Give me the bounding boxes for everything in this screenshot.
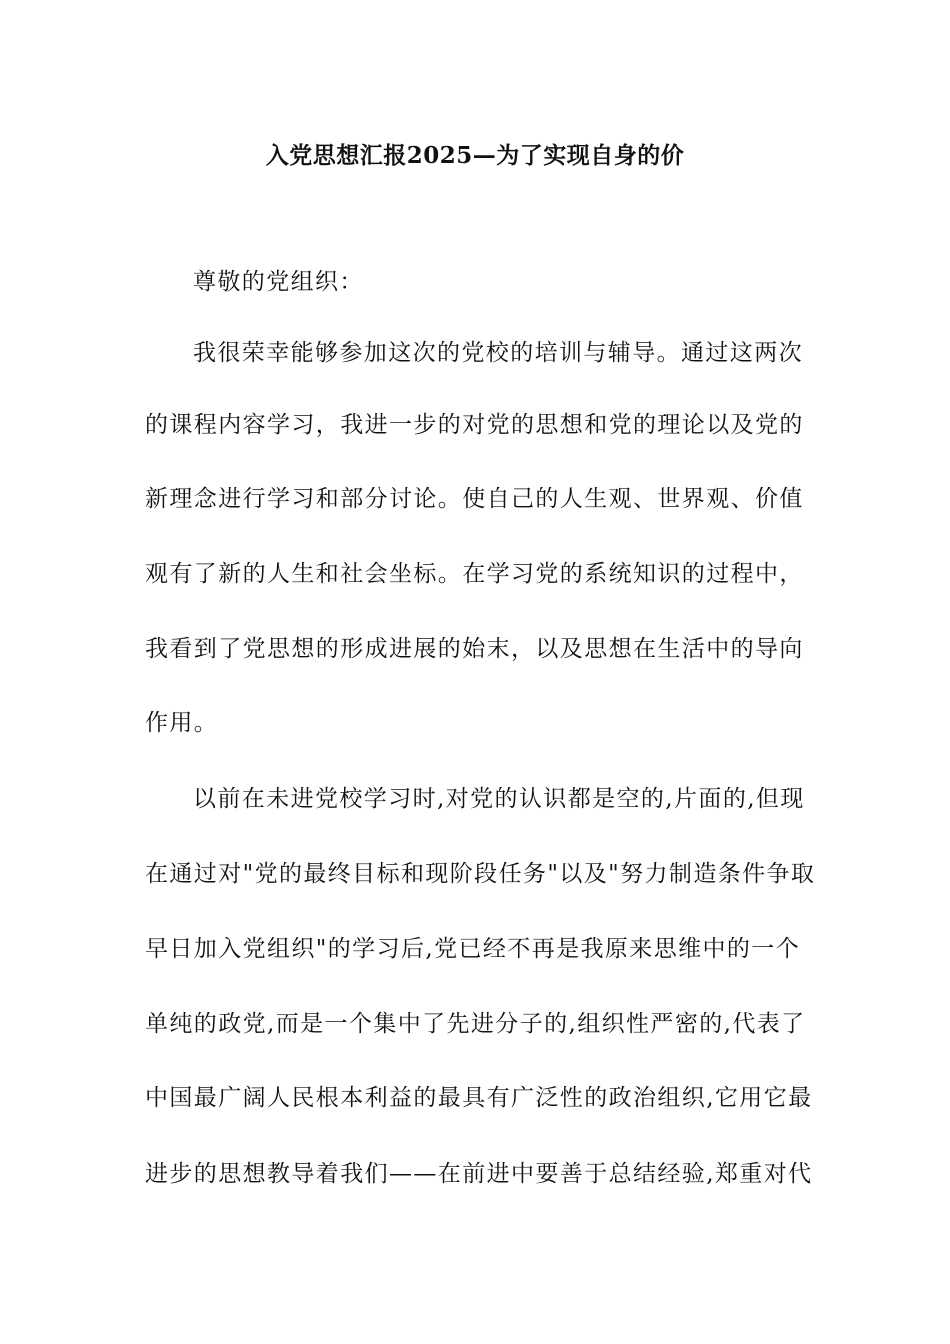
paragraph-line: 以前在未进党校学习时,对党的认识都是空的,片面的,但现 xyxy=(193,786,805,812)
paragraph-line: 早日加入党组织"的学习后,党已经不再是我原来思维中的一个 xyxy=(145,936,801,962)
paragraph-line: 的课程内容学习，我进一步的对党的思想和党的理论以及党的 xyxy=(145,412,804,438)
paragraph-line: 单纯的政党,而是一个集中了先进分子的,组织性严密的,代表了 xyxy=(145,1011,806,1037)
paragraph-line: 我看到了党思想的形成进展的始末，以及思想在生活中的导向 xyxy=(145,636,804,662)
paragraph-line: 我很荣幸能够参加这次的党校的培训与辅导。通过这两次 xyxy=(193,340,803,366)
paragraph-line: 在通过对"党的最终目标和现阶段任务"以及"努力制造条件争取 xyxy=(145,861,816,887)
paragraph-line: 作用。 xyxy=(145,710,219,736)
document-title: 入党思想汇报2025—为了实现自身的价 xyxy=(265,142,685,169)
greeting: 尊敬的党组织： xyxy=(193,269,364,295)
paragraph-line: 进步的思想教导着我们——在前进中要善于总结经验,郑重对代 xyxy=(145,1161,813,1187)
paragraph-line: 新理念进行学习和部分讨论。使自己的人生观、世界观、价值 xyxy=(145,486,804,512)
paragraph-line: 观有了新的人生和社会坐标。在学习党的系统知识的过程中， xyxy=(145,561,804,587)
paragraph-line: 中国最广阔人民根本利益的最具有广泛性的政治组织,它用它最 xyxy=(145,1085,813,1111)
